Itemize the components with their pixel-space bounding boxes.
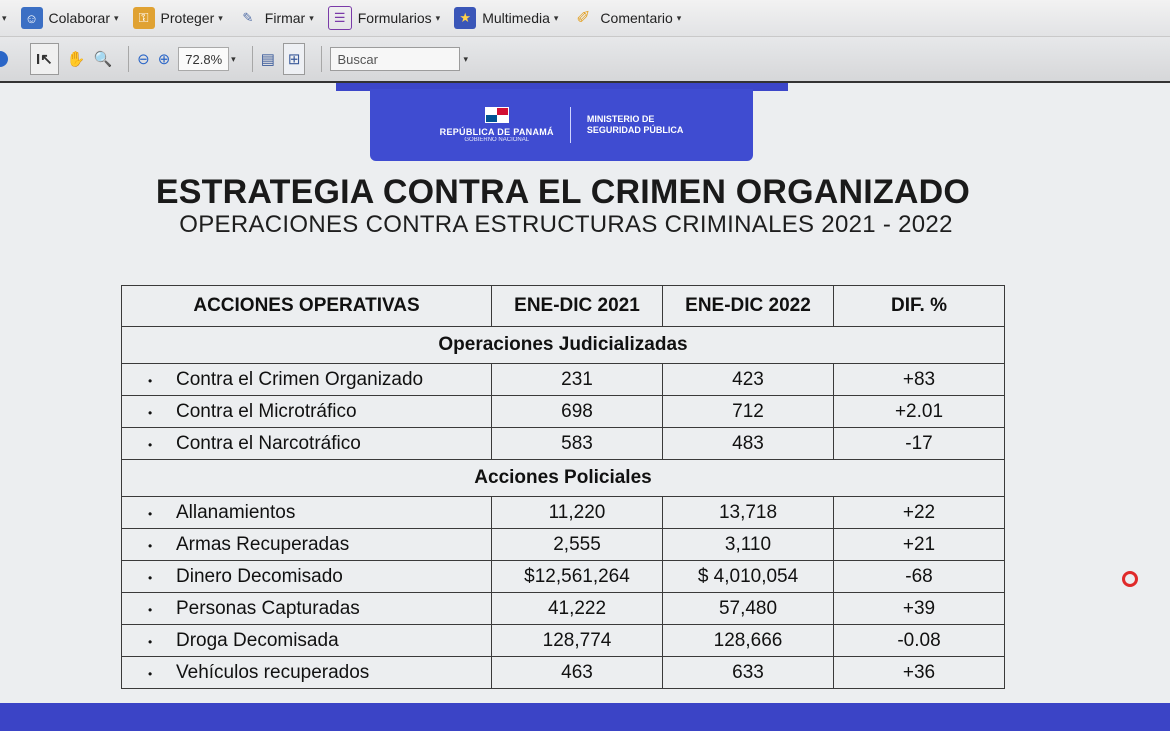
menu-multimedia[interactable]	[448, 0, 566, 36]
ministry-banner	[370, 89, 753, 161]
search-dropdown-icon[interactable]: ▾	[463, 53, 468, 64]
bullet-icon: •	[148, 506, 153, 521]
value-dif: +83	[834, 364, 1005, 396]
select-tool-icon[interactable]: I↖	[30, 43, 59, 75]
table-row	[122, 364, 1005, 396]
row-label-cell	[122, 364, 492, 396]
row-label-cell	[122, 625, 492, 657]
bullet-icon: •	[148, 570, 153, 585]
menu-proteger[interactable]	[127, 0, 231, 36]
row-label-cell	[122, 497, 492, 529]
document-page	[0, 83, 1170, 703]
section-row	[122, 327, 1005, 364]
chevron-down-icon: ▾	[435, 12, 441, 23]
menu-label: Proteger	[160, 10, 215, 26]
table-row	[122, 396, 1005, 428]
row-label-cell	[122, 396, 492, 428]
menu-comentario[interactable]	[566, 0, 689, 36]
toolbar-divider	[252, 46, 253, 72]
value-2021: 128,774	[492, 625, 663, 657]
value-2022: $ 4,010,054	[663, 561, 834, 593]
value-2021: 231	[492, 364, 663, 396]
lock-icon: ⚿	[133, 7, 155, 29]
row-label-cell	[122, 593, 492, 625]
value-dif: +36	[834, 657, 1005, 689]
value-2022: 633	[663, 657, 834, 689]
value-2021: $12,561,264	[492, 561, 663, 593]
government-logo	[440, 107, 571, 143]
value-2022: 128,666	[663, 625, 834, 657]
table-row	[122, 561, 1005, 593]
zoom-tool-icon[interactable]: 🔍	[93, 51, 113, 68]
collaborate-icon: ☺	[21, 7, 43, 29]
chevron-down-icon: ▾	[553, 12, 559, 23]
row-label: Droga Decomisada	[176, 629, 339, 651]
ministry-name	[587, 114, 684, 136]
chevron-down-icon: ▾	[114, 12, 119, 23]
ministry-line-1: MINISTERIO DE	[586, 114, 655, 124]
row-label-cell	[122, 657, 492, 689]
tools-toolbar	[0, 37, 1170, 83]
row-label-cell	[122, 428, 492, 460]
value-dif: +21	[834, 529, 1005, 561]
overflow-caret-icon[interactable]: ▾	[2, 12, 7, 23]
value-2022: 57,480	[663, 593, 834, 625]
table-row	[122, 529, 1005, 561]
multimedia-icon: ★	[454, 7, 476, 29]
hand-tool-icon[interactable]: ✋	[66, 51, 86, 68]
table-header-row	[122, 286, 1005, 327]
table-row	[122, 657, 1005, 689]
row-label: Contra el Crimen Organizado	[176, 368, 424, 390]
bullet-icon: •	[148, 538, 153, 553]
republic-name: REPÚBLICA DE PANAMÁ	[439, 127, 554, 137]
value-dif: -17	[834, 428, 1005, 460]
fit-page-icon[interactable]: ▤	[260, 51, 275, 68]
footer-bar	[0, 703, 1170, 731]
value-dif: -0.08	[834, 625, 1005, 657]
menu-colaborar[interactable]	[15, 0, 127, 36]
value-2021: 2,555	[492, 529, 663, 561]
menu-toolbar	[0, 0, 1170, 37]
section-title: Acciones Policiales	[122, 460, 1005, 497]
page-left-edge-icon[interactable]	[0, 51, 8, 67]
value-2022: 3,110	[663, 529, 834, 561]
value-2021: 41,222	[492, 593, 663, 625]
value-dif: +2.01	[834, 396, 1005, 428]
toolbar-divider	[321, 46, 322, 72]
table-row	[122, 625, 1005, 657]
chevron-down-icon: ▾	[218, 12, 223, 23]
comment-icon: ✐	[576, 8, 591, 27]
bullet-icon: •	[148, 437, 153, 452]
value-dif: +39	[834, 593, 1005, 625]
record-indicator-icon	[1122, 571, 1138, 587]
row-label-cell	[122, 561, 492, 593]
toolbar-divider	[128, 46, 129, 72]
table-row	[122, 428, 1005, 460]
zoom-dropdown-icon[interactable]: ▾	[231, 53, 236, 64]
chevron-down-icon: ▾	[309, 12, 314, 23]
panama-flag-icon	[485, 107, 509, 123]
bullet-icon: •	[148, 666, 153, 681]
value-2021: 698	[492, 396, 663, 428]
forms-icon: ☰	[328, 6, 352, 30]
bullet-icon: •	[148, 405, 153, 420]
row-label: Vehículos recuperados	[176, 661, 370, 683]
document-subtitle: OPERACIONES CONTRA ESTRUCTURAS CRIMINALES 2021 - 2022	[179, 211, 953, 238]
menu-label: Comentario	[600, 10, 673, 26]
header-acciones: ACCIONES OPERATIVAS	[122, 286, 492, 327]
chevron-down-icon: ▾	[676, 12, 682, 23]
value-2021: 11,220	[492, 497, 663, 529]
header-2021: ENE-DIC 2021	[492, 286, 663, 327]
row-label: Personas Capturadas	[176, 597, 360, 619]
menu-label: Formularios	[357, 10, 432, 26]
ministry-line-2: SEGURIDAD PÚBLICA	[586, 125, 684, 135]
row-label: Contra el Narcotráfico	[176, 432, 361, 454]
section-row	[122, 460, 1005, 497]
table-row	[122, 497, 1005, 529]
value-dif: +22	[834, 497, 1005, 529]
search-input[interactable]: Buscar	[330, 47, 460, 71]
value-2022: 13,718	[663, 497, 834, 529]
menu-firmar[interactable]	[231, 0, 322, 36]
zoom-in-icon[interactable]: ⊕	[157, 51, 171, 68]
bullet-icon: •	[148, 373, 153, 388]
menu-label: Multimedia	[482, 10, 550, 26]
value-2022: 483	[663, 428, 834, 460]
bullet-icon: •	[148, 602, 153, 617]
section-title: Operaciones Judicializadas	[122, 327, 1005, 364]
header-dif: DIF. %	[834, 286, 1005, 327]
row-label: Armas Recuperadas	[176, 533, 350, 555]
document-title: ESTRATEGIA CONTRA EL CRIMEN ORGANIZADO	[155, 173, 971, 211]
value-dif: -68	[834, 561, 1005, 593]
row-label-cell	[122, 529, 492, 561]
value-2021: 463	[492, 657, 663, 689]
row-label: Dinero Decomisado	[176, 565, 343, 587]
row-label: Allanamientos	[176, 501, 296, 523]
row-label: Contra el Microtráfico	[176, 400, 357, 422]
government-label: GOBIERNO NACIONAL	[464, 137, 530, 143]
menu-label: Colaborar	[48, 10, 111, 26]
menu-label: Firmar	[264, 10, 306, 26]
menu-formularios[interactable]	[322, 0, 448, 36]
table-row	[122, 593, 1005, 625]
statistics-table	[121, 285, 1005, 689]
header-2022: ENE-DIC 2022	[663, 286, 834, 327]
pen-icon: ✎	[242, 10, 254, 25]
value-2022: 423	[663, 364, 834, 396]
zoom-out-icon[interactable]: ⊖	[137, 51, 150, 68]
value-2022: 712	[663, 396, 834, 428]
zoom-level-field[interactable]: 72.8%	[178, 47, 229, 71]
bullet-icon: •	[148, 634, 153, 649]
fit-width-icon[interactable]: ⊞	[283, 43, 306, 75]
value-2021: 583	[492, 428, 663, 460]
